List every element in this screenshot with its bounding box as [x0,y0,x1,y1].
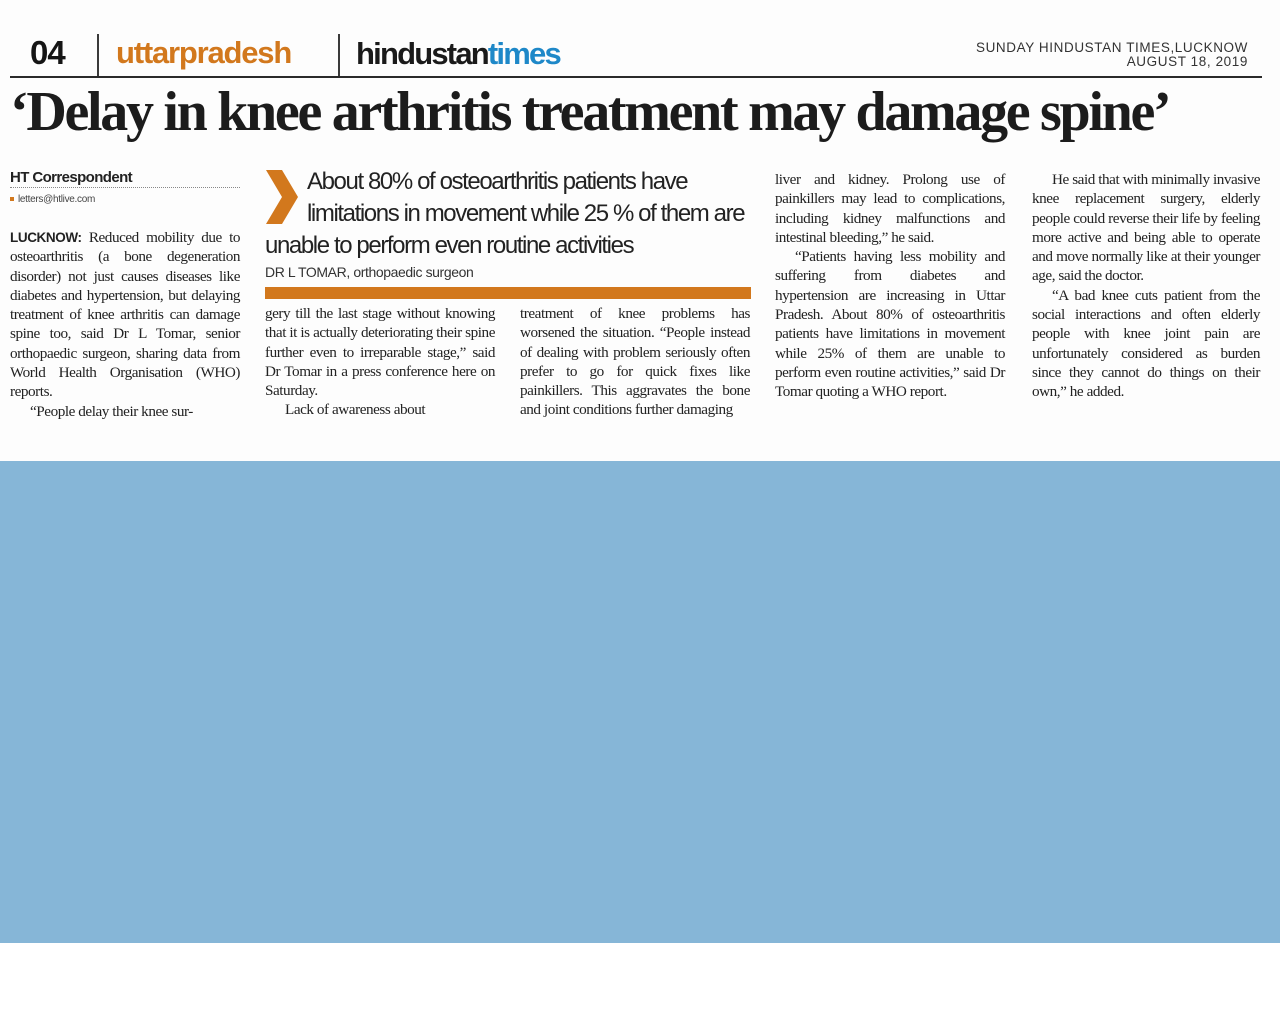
edition-info [976,41,1248,69]
article-column-3 [520,304,750,420]
attribution-role: orthopaedic surgeon [353,264,474,280]
paragraph: “A bad knee cuts patient from the social interactions and often elderly people with knee joint pain are unfortunately considered as burden since they cannot do things on their own,” he added. [1032,286,1260,401]
masthead-logo [356,36,560,72]
masthead-part-times: times [487,36,560,71]
pull-quote-line: unable to perform even routine activities [265,232,634,259]
paragraph: treatment of knee problems has worsened the situation. “People instead of dealing with problem seriously often prefer to go for quick fixes like painkillers. This aggravates the bone and joint conditions further damaging [520,305,750,419]
email-text: letters@htlive.com [18,194,95,205]
byline: HT Correspondent [10,169,133,186]
paragraph: He said that with minimally invasive knee replacement surgery, elderly people could reverse their life by feeling more active and being able to operate and move normally like at their younger age, said the doctor. [1032,171,1260,285]
pull-quote [265,166,751,262]
dateline: LUCKNOW: [10,230,82,245]
article-column-1 [10,228,240,421]
edition-name: SUNDAY HINDUSTAN TIMES,LUCKNOW [975,40,1248,55]
byline-email [10,194,95,205]
pull-quote-rule [265,287,751,299]
article-column-5 [1032,170,1260,402]
paragraph: “People delay their knee sur- [30,402,193,420]
section-name: uttarpradesh [116,35,292,70]
pull-quote-attribution [265,264,473,280]
paragraph: liver and kidney. Prolong use of painkillers may lead to complications, including kidney malfunctions and intestinal bleeding,” he said. [775,171,1005,246]
header-rule [10,76,1262,78]
paragraph [10,228,240,402]
page-number: 04 [30,34,65,71]
header-divider [338,34,340,76]
attribution-name: DR L TOMAR, [265,264,350,280]
bottom-margin [0,943,1280,1024]
article-column-4 [775,170,1005,402]
edition-date: AUGUST 18, 2019 [1126,54,1248,69]
paragraph: Lack of awareness about [285,401,426,419]
paragraph: gery till the last stage without knowing that it is actually deteriorating their spine further even to irreparable stage,” said Dr Tomar in a press conference here on Saturday. [265,305,495,400]
pull-quote-line: limitations in movement while 25 % of them are [307,200,745,227]
paragraph: “Patients having less mobility and suffering from diabetes and hypertension are increasing in Uttar Pradesh. About 80% of osteoarthritis patients have limitations in movement while 25% of them are unable to perform even routine activities,” said Dr Tomar quoting a WHO report. [775,248,1005,401]
newspaper-clipping [0,0,1280,461]
article-column-2 [265,304,495,420]
bullet-icon [10,197,14,201]
background-panel [0,461,1280,943]
byline-divider [10,187,240,188]
paragraph-text: Reduced mobility due to osteoarthritis (a bone degeneration disorder) not just causes diseases like diabetes and hypertension, but delaying treatment of knee arthritis can damage spine too, said Dr L Tomar, senior orthopaedic surgeon, sharing data from World Health Organisation (WHO) reports. [10,229,240,401]
pull-quote-line: About 80% of osteoarthritis patients have [307,168,688,195]
header-divider [97,34,99,76]
article-headline: ‘Delay in knee arthritis treatment may damage spine’ [10,81,1170,143]
masthead-part-hindustan: hindustan [356,36,488,71]
